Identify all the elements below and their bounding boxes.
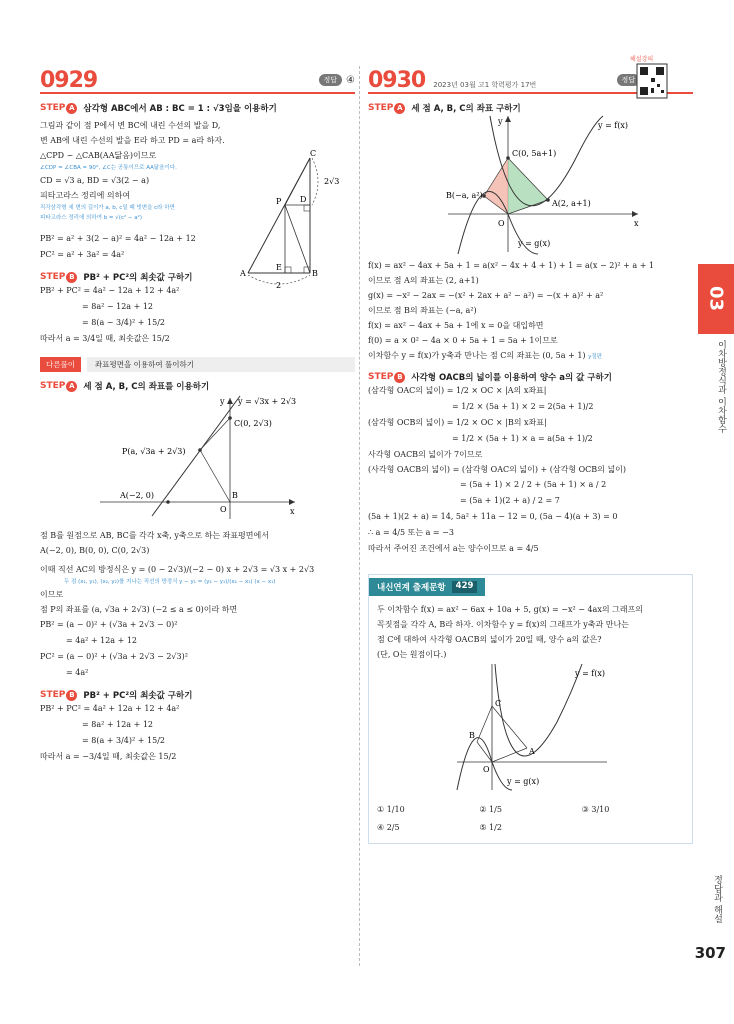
text-line: f(x) = ax² − 4ax + 5a + 1 = a(x² − 4x + 4 + 1) + 1 = a(x − 2)² + a + 1 <box>368 261 655 270</box>
equation: PB² + PC² = 4a² − 12a + 12 + 4a² <box>40 286 180 295</box>
answer-label: 정답 <box>617 74 641 86</box>
box-number: 429 <box>452 581 478 593</box>
graph-point-b: B(−a, a²) <box>446 191 483 200</box>
figure-label-e: E <box>276 263 282 272</box>
related-problem-header <box>369 578 485 596</box>
step-a2-header <box>40 380 355 392</box>
step-a-header <box>368 102 693 114</box>
equation: = 1/2 × (5a + 1) × a = a(5a + 1)/2 <box>452 434 593 443</box>
text-line: 점 B를 원점으로 AB, BC를 각각 x축, y축으로 하는 좌표평면에서 <box>40 531 269 540</box>
text-line: 이차함수 y = f(x)가 y축과 만나는 점 C의 좌표는 (0, 5a + 1) y절편 <box>368 351 602 360</box>
qr-code-icon[interactable] <box>637 64 667 98</box>
question-line: 꼭짓점을 각각 A, B라 하자. 이차함수 y = f(x)의 그래프가 y축과 만나는 <box>377 620 629 629</box>
figure-label-c: C <box>310 149 317 158</box>
left-column <box>40 68 355 765</box>
right-column <box>368 68 693 844</box>
equation: PB² = a² + 3(2 − a)² = 4a² − 12a + 12 <box>40 234 196 243</box>
step-tag: STEP B <box>368 372 405 383</box>
alt-text: 좌표평면을 이용하여 풀이하기 <box>87 357 355 372</box>
note: y절편 <box>588 354 602 360</box>
text-line: f(x) = ax² − 4ax + 5a + 1에 x = 0을 대입하면 <box>368 321 544 330</box>
figure-label-side: 2√3 <box>324 177 340 186</box>
equation: = 8(a + 3/4)² + 15/2 <box>82 736 165 745</box>
equation: = 4a² <box>66 668 89 677</box>
equation: (삼각형 OCB의 넓이) = 1/2 × OC × |B의 x좌표| <box>368 418 547 427</box>
step-tag: STEP B <box>40 272 77 283</box>
answer-value: ④ <box>346 74 355 86</box>
graph-line-label: y = √3x + 2√3 <box>238 397 297 406</box>
question-line: 점 C에 대하여 사각형 OACB의 넓이가 20일 때, 양수 a의 값은? <box>377 635 602 644</box>
text-line: 이므로 <box>40 590 64 599</box>
step-a-header <box>40 102 355 114</box>
step-title: 세 점 A, B, C의 좌표를 이용하기 <box>83 382 210 392</box>
choice-2[interactable]: ② 1/5 <box>479 805 502 814</box>
graph-point-p: P(a, √3a + 2√3) <box>122 447 186 456</box>
graph-point-b: B <box>232 491 238 500</box>
equation: = 1/2 × (5a + 1) × 2 = 2(5a + 1)/2 <box>452 402 594 411</box>
text-line: 피타고라스 정리에 의하여 <box>40 191 131 200</box>
step-title: PB² + PC²의 최솟값 구하기 <box>83 273 193 283</box>
chapter-title: 이차방정식과 이차함수 <box>716 340 726 433</box>
choice-1[interactable]: ① 1/10 <box>377 805 405 814</box>
graph-point-c: C(0, 5a+1) <box>512 149 557 158</box>
answer-label: 정답 <box>319 74 343 86</box>
equation: = 8(a − 3/4)² + 15/2 <box>82 318 165 327</box>
text-line: 점 P의 좌표를 (a, √3a + 2√3) (−2 ≤ a ≤ 0)이라 하면 <box>40 605 238 614</box>
question-point-c: C <box>495 699 502 708</box>
related-problem-body <box>369 596 692 843</box>
step-title: PB² + PC²의 최솟값 구하기 <box>83 691 193 701</box>
graph-y-label: y <box>498 117 503 126</box>
conclusion: 따라서 a = 3/4일 때, 최솟값은 15/2 <box>40 334 170 343</box>
footer-label: 정답과 해설 <box>712 875 722 923</box>
equation: = 4a² + 12a + 12 <box>66 636 138 645</box>
alternative-solution-banner <box>40 357 355 372</box>
graph-fx-label: y = f(x) <box>598 121 629 130</box>
graph-x-label: x <box>290 507 295 516</box>
figure-label-p: P <box>276 197 282 206</box>
equation: PB² + PC² = 4a² + 12a + 12 + 4a² <box>40 704 180 713</box>
answer-choices <box>377 801 684 837</box>
text-line: 그림과 같이 점 P에서 변 BC에 내린 수선의 발을 D, <box>40 121 221 130</box>
qr-label: 해설강의 <box>630 56 654 63</box>
text-line: 이므로 점 A의 좌표는 (2, a+1) <box>368 276 479 285</box>
note: 직각삼각형 세 변의 길이가 a, b, c일 때 빗변을 c라 하면 <box>40 205 175 211</box>
conclusion: 따라서 a = −3/4일 때, 최솟값은 15/2 <box>40 752 177 761</box>
note: 피타고라스 정리에 의하여 b = √(c² − a²) <box>40 215 142 221</box>
text-line: 사각형 OACB의 넓이가 7이므로 <box>368 450 483 459</box>
choice-3[interactable]: ③ 3/10 <box>581 805 610 814</box>
note: ∠CDP = ∠CBA = 90°, ∠C는 공통이므로 AA닮음이다. <box>40 165 177 171</box>
question-origin: O <box>483 765 490 774</box>
parabola-graph <box>428 114 668 254</box>
equation: = 8a² + 12a + 12 <box>82 720 154 729</box>
conclusion: 따라서 주어진 조건에서 a는 양수이므로 a = 4/5 <box>368 544 539 553</box>
equation: PC² = a² + 3a² = 4a² <box>40 250 125 259</box>
text-line: 이때 직선 AC의 방정식은 y = (0 − 2√3)/(−2 − 0) x + 2√3 = √3 x + 2√3 <box>40 565 315 574</box>
text-line: 변 AB에 내린 수선의 발을 E라 하고 PD = a라 하자. <box>40 136 225 145</box>
text-line: (사각형 OACB의 넓이) = (삼각형 OAC의 넓이) + (삼각형 OCB의 넓이) <box>368 465 627 474</box>
text-line: g(x) = −x² − 2ax = −(x² + 2ax + a² − a²) = −(x + a)² + a² <box>368 291 604 300</box>
question-line: (단, O는 원점이다.) <box>377 650 447 659</box>
step-tag: STEP A <box>40 103 77 114</box>
question-point-a: A <box>529 747 535 756</box>
equation: PB² = (a − 0)² + (√3a + 2√3 − 0)² <box>40 620 178 629</box>
figure-label-base: 2 <box>276 281 282 290</box>
problem-number: 0929 <box>40 67 98 93</box>
graph-origin: O <box>220 505 227 514</box>
figure-label-b: B <box>312 269 318 278</box>
equation: (5a + 1)(2 + a) = 14, 5a² + 11a − 12 = 0, (5a − 4)(a + 3) = 0 <box>368 512 618 521</box>
step-b2-header <box>40 689 355 701</box>
text-line: A(−2, 0), B(0, 0), C(0, 2√3) <box>40 546 150 555</box>
equation: = 8a² − 12a + 12 <box>82 302 154 311</box>
text-line: CD = √3 a, BD = √3(2 − a) <box>40 176 150 185</box>
step-title: 세 점 A, B, C의 좌표 구하기 <box>411 104 521 114</box>
equation: = (5a + 1)(2 + a) / 2 = 7 <box>460 496 560 505</box>
graph-point-a: A(2, a+1) <box>552 199 591 208</box>
text-line: f(0) = a × 0² − 4a × 0 + 5a + 1 = 5a + 1이므로 <box>368 336 558 345</box>
column-divider <box>359 66 360 966</box>
chapter-number[interactable]: 03 <box>698 264 734 334</box>
figure-label-a: A <box>240 269 246 278</box>
coordinate-graph <box>80 394 330 524</box>
figure-label-d: D <box>300 195 307 204</box>
step-title: 사각형 OACB의 넓이를 이용하여 양수 a의 값 구하기 <box>411 373 612 383</box>
triangle-figure <box>238 148 358 290</box>
text-line: 이므로 점 B의 좌표는 (−a, a²) <box>368 306 477 315</box>
equation: = (5a + 1) × 2 / 2 + (5a + 1) × a / 2 <box>460 480 607 489</box>
question-graph <box>447 662 617 792</box>
step-tag: STEP A <box>368 103 405 114</box>
choice-5[interactable]: ⑤ 1/2 <box>479 823 502 832</box>
step-tag: STEP B <box>40 690 77 701</box>
note: 두 점 (x₁, y₁), (x₂, y₂)를 지나는 직선의 방정식 y − y₁ = (y₂ − y₁)/(x₂ − x₁) (x − x₁) <box>64 579 276 585</box>
graph-point-c: C(0, 2√3) <box>234 419 272 428</box>
problem-header-0929 <box>40 68 355 94</box>
question-point-b: B <box>469 731 475 740</box>
graph-y-label: y <box>220 397 225 406</box>
question-fx-label: y = f(x) <box>575 669 606 678</box>
question-line: 두 이차함수 f(x) = ax² − 6ax + 10a + 5, g(x) = −x² − 4ax의 그래프의 <box>377 605 644 614</box>
equation: (삼각형 OAC의 넓이) = 1/2 × OC × |A의 x좌표| <box>368 386 547 395</box>
problem-source: 2023년 03월 고1 학력평가 17번 <box>433 80 537 89</box>
text-line: △CPD ∽ △CAB(AA닮음)이므로 <box>40 151 157 160</box>
alt-tag: 다른풀이 <box>40 357 81 372</box>
choice-4[interactable]: ④ 2/5 <box>377 823 400 832</box>
equation: PC² = (a − 0)² + (√3a + 2√3 − 2√3)² <box>40 652 188 661</box>
box-tag: 내신연계 출제문항 <box>377 583 446 593</box>
graph-gx-label: y = g(x) <box>518 239 551 248</box>
graph-origin: O <box>498 219 505 228</box>
graph-x-label: x <box>634 219 639 228</box>
step-b-header <box>368 371 693 383</box>
answer-box <box>319 74 356 86</box>
page-number: 307 <box>694 944 726 962</box>
step-title: 삼각형 ABC에서 AB : BC = 1 : √3임을 이용하기 <box>83 104 277 114</box>
equation: ∴ a = 4/5 또는 a = −3 <box>368 528 454 537</box>
problem-number: 0930 <box>368 67 426 93</box>
graph-point-a: A(−2, 0) <box>120 491 154 500</box>
step-tag: STEP A <box>40 381 77 392</box>
question-gx-label: y = g(x) <box>507 777 540 786</box>
related-problem-box <box>368 574 693 844</box>
